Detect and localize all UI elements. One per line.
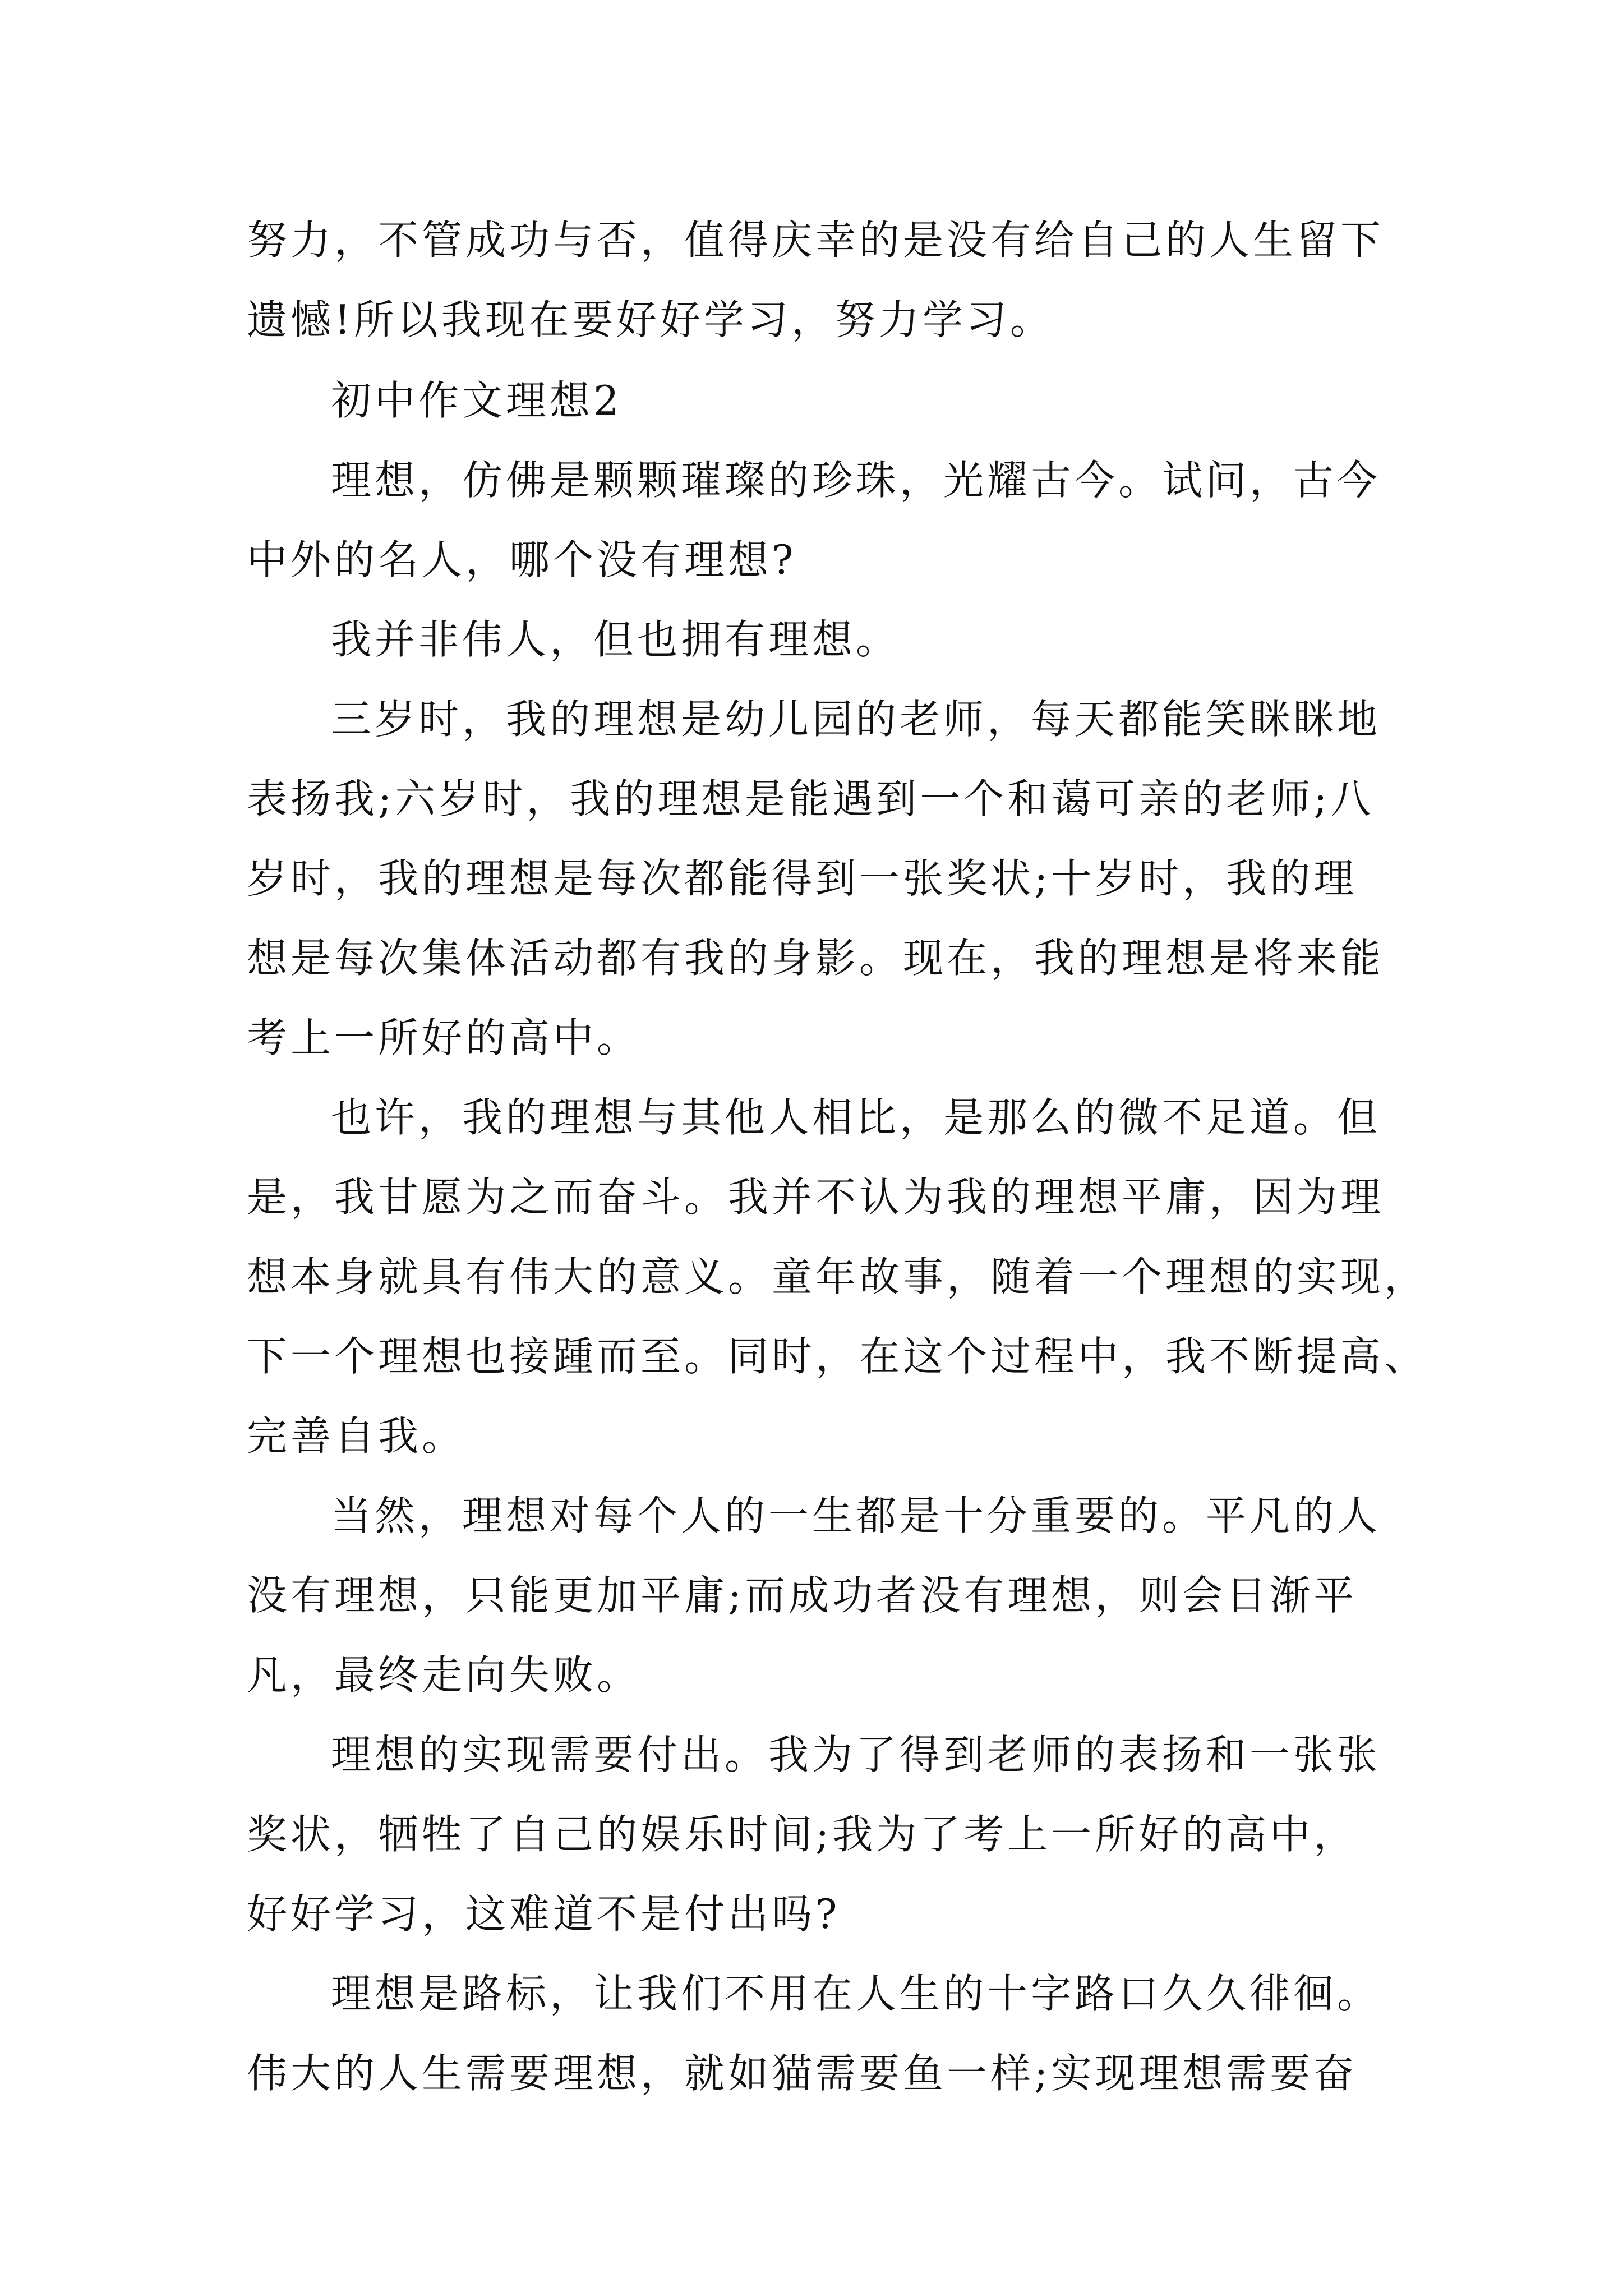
text-line: 我并非伟人，但也拥有理想。: [331, 616, 900, 663]
text-line: 理想，仿佛是颗颗璀璨的珍珠，光耀古今。试问，古今: [331, 457, 1381, 504]
text-line: 好好学习，这难道不是付出吗?: [247, 1890, 841, 1938]
text-line: 也许，我的理想与其他人相比，是那么的微不足道。但: [331, 1094, 1381, 1141]
text-line: 当然，理想对每个人的一生都是十分重要的。平凡的人: [331, 1492, 1381, 1539]
text-line: 岁时，我的理想是每次都能得到一张奖状;十岁时，我的理: [247, 855, 1358, 902]
text-line: 理想的实现需要付出。我为了得到老师的表扬和一张张: [331, 1731, 1381, 1778]
section-heading: 初中作文理想2: [331, 377, 623, 424]
text-line: 奖状，牺牲了自己的娱乐时间;我为了考上一所好的高中，: [247, 1811, 1358, 1858]
text-line: 伟大的人生需要理想，就如猫需要鱼一样;实现理想需要奋: [247, 2050, 1358, 2097]
text-line: 考上一所好的高中。: [247, 1014, 641, 1061]
text-line: 是，我甘愿为之而奋斗。我并不认为我的理想平庸，因为理: [247, 1174, 1385, 1221]
text-line: 想本身就具有伟大的意义。童年故事，随着一个理想的实现，: [247, 1253, 1428, 1300]
text-line: 遗憾!所以我现在要好好学习，努力学习。: [247, 296, 1054, 343]
text-line: 下一个理想也接踵而至。同时，在这个过程中，我不断提高、: [247, 1333, 1428, 1380]
text-line: 没有理想，只能更加平庸;而成功者没有理想，则会日渐平: [247, 1572, 1358, 1619]
text-line: 凡，最终走向失败。: [247, 1651, 641, 1699]
text-line: 努力，不管成功与否，值得庆幸的是没有给自己的人生留下: [247, 217, 1385, 264]
text-line: 理想是路标，让我们不用在人生的十字路口久久徘徊。: [331, 1970, 1381, 2017]
text-line: 想是每次集体活动都有我的身影。现在，我的理想是将来能: [247, 935, 1385, 982]
text-line: 表扬我;六岁时，我的理想是能遇到一个和蔼可亲的老师;八: [247, 775, 1375, 822]
text-line: 完善自我。: [247, 1412, 466, 1460]
text-line: 三岁时，我的理想是幼儿园的老师，每天都能笑眯眯地: [331, 696, 1381, 743]
text-line: 中外的名人，哪个没有理想?: [247, 536, 797, 583]
